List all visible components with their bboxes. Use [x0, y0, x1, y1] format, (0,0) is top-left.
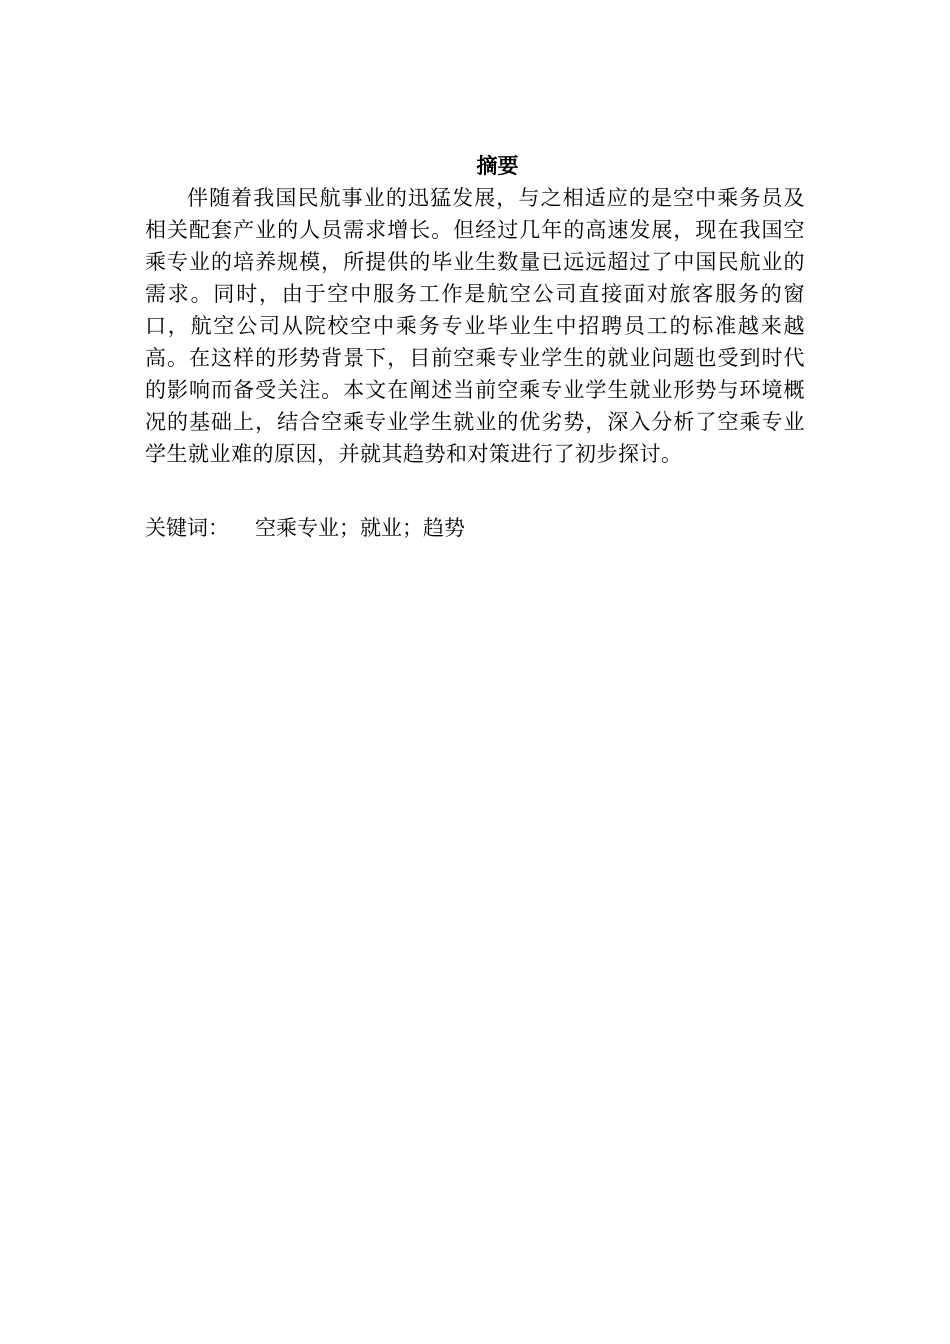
keywords-line [145, 512, 805, 544]
abstract-paragraph: 伴随着我国民航事业的迅猛发展，与之相适应的是空中乘务员及相关配套产业的人员需求增长。但经过几年的高速发展，现在我国空乘专业的培养规模，所提供的毕业生数量已远远超过了中国民航业的需求。同时，由于空中服务工作是航空公司直接面对旅客服务的窗口，航空公司从院校空中乘务专业毕业生中招聘员工的标准越来越高。在这样的形势背景下，目前空乘专业学生的就业问题也受到时代的影响而备受关注。本文在阐述当前空乘专业学生就业形势与环境概况的基础上，结合空乘专业学生就业的优劣势，深入分析了空乘专业学生就业难的原因，并就其趋势和对策进行了初步探讨。 [145, 186, 805, 466]
abstract-title: 摘要 [476, 153, 519, 178]
keywords-label: 关键词： [145, 516, 229, 540]
abstract-section [145, 150, 805, 544]
keywords-value: 空乘专业；就业；趋势 [255, 516, 465, 540]
